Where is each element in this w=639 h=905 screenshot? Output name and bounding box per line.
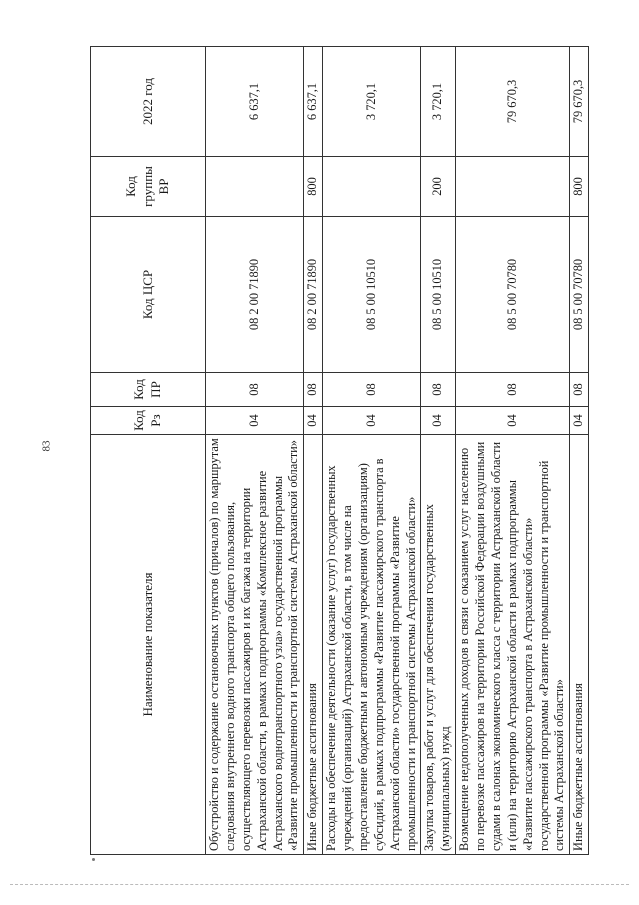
row-vr: 800 bbox=[570, 157, 589, 217]
row-pr: 08 bbox=[206, 373, 304, 407]
row-rz: 04 bbox=[570, 407, 589, 435]
page-number: 83 bbox=[40, 440, 53, 452]
row-pr: 08 bbox=[421, 373, 456, 407]
row-vr bbox=[456, 157, 570, 217]
scan-edge-line bbox=[10, 884, 629, 885]
row-csr: 08 5 00 10510 bbox=[421, 217, 456, 373]
row-csr: 08 2 00 71890 bbox=[304, 217, 323, 373]
row-rz: 04 bbox=[206, 407, 304, 435]
header-pr: Код ПР bbox=[91, 373, 206, 407]
header-vr: Код группы ВР bbox=[91, 157, 206, 217]
row-rz: 04 bbox=[304, 407, 323, 435]
header-amount: 2022 год bbox=[91, 47, 206, 157]
row-name: Иные бюджетные ассигнования bbox=[304, 435, 323, 855]
table-header-row bbox=[91, 47, 206, 855]
row-pr: 08 bbox=[570, 373, 589, 407]
row-rz: 04 bbox=[323, 407, 421, 435]
row-csr: 08 5 00 70780 bbox=[570, 217, 589, 373]
row-pr: 08 bbox=[456, 373, 570, 407]
row-amount: 6 637,1 bbox=[206, 47, 304, 157]
row-pr: 08 bbox=[304, 373, 323, 407]
row-amount: 3 720,1 bbox=[323, 47, 421, 157]
row-csr: 08 5 00 70780 bbox=[456, 217, 570, 373]
row-vr bbox=[206, 157, 304, 217]
row-amount: 3 720,1 bbox=[421, 47, 456, 157]
row-name: Закупка товаров, работ и услуг для обеспечения государственных (муниципальных) нужд bbox=[421, 435, 456, 855]
row-vr: 800 bbox=[304, 157, 323, 217]
row-name: Обустройство и содержание остановочных пунктов (причалов) по маршрутам следования внутреннего водного транспорта общего пользования, осуществляющего перевозки пассажиров и их багажа на территории Астраханской области, в рамках подпрограммы «Комплексное развитие Астраханского воднотранспортного узла» государственной программы «Развитие промышленности и транспортной системы Астраханской области» bbox=[206, 435, 304, 855]
row-csr: 08 2 00 71890 bbox=[206, 217, 304, 373]
table-row bbox=[323, 47, 421, 855]
table-row bbox=[304, 47, 323, 855]
row-vr: 200 bbox=[421, 157, 456, 217]
row-amount: 6 637,1 bbox=[304, 47, 323, 157]
row-amount: 79 670,3 bbox=[570, 47, 589, 157]
table-row bbox=[206, 47, 304, 855]
row-rz: 04 bbox=[421, 407, 456, 435]
budget-table bbox=[90, 46, 589, 855]
row-name: Расходы на обеспечение деятельности (оказание услуг) государственных учреждений (организаций) Астраханской области, в том числе на предоставление бюджетным и автономным учреждениям (организациям) субсидий, в рамках подпрограммы «Развитие пассажирского транспорта в Астраханской области» государственной программы «Развитие промышленности и транспортной системы Астраханской области» bbox=[323, 435, 421, 855]
table-row bbox=[456, 47, 570, 855]
row-pr: 08 bbox=[323, 373, 421, 407]
row-rz: 04 bbox=[456, 407, 570, 435]
table-row bbox=[421, 47, 456, 855]
table-row bbox=[570, 47, 589, 855]
header-csr: Код ЦСР bbox=[91, 217, 206, 373]
row-name: Возмещение недополученных доходов в связи с оказанием услуг населению по перевозке пассажиров на территории Российской Федерации воздушными судами в салонах экономического класса с территории Астраханской области и (или) на территорию Астраханской области в рамках подпрограммы «Развитие пассажирского транспорта в Астраханской области» государственной программы «Развитие промышленности и транспортной системы Астраханской области» bbox=[456, 435, 570, 855]
rotated-table-inner bbox=[90, 47, 588, 855]
row-name: Иные бюджетные ассигнования bbox=[570, 435, 589, 855]
row-csr: 08 5 00 10510 bbox=[323, 217, 421, 373]
row-amount: 79 670,3 bbox=[456, 47, 570, 157]
header-name: Наименование показателя bbox=[91, 435, 206, 855]
scan-dot bbox=[92, 858, 95, 861]
row-vr bbox=[323, 157, 421, 217]
header-rz: Код Рз bbox=[91, 407, 206, 435]
rotated-table-container bbox=[90, 47, 639, 851]
